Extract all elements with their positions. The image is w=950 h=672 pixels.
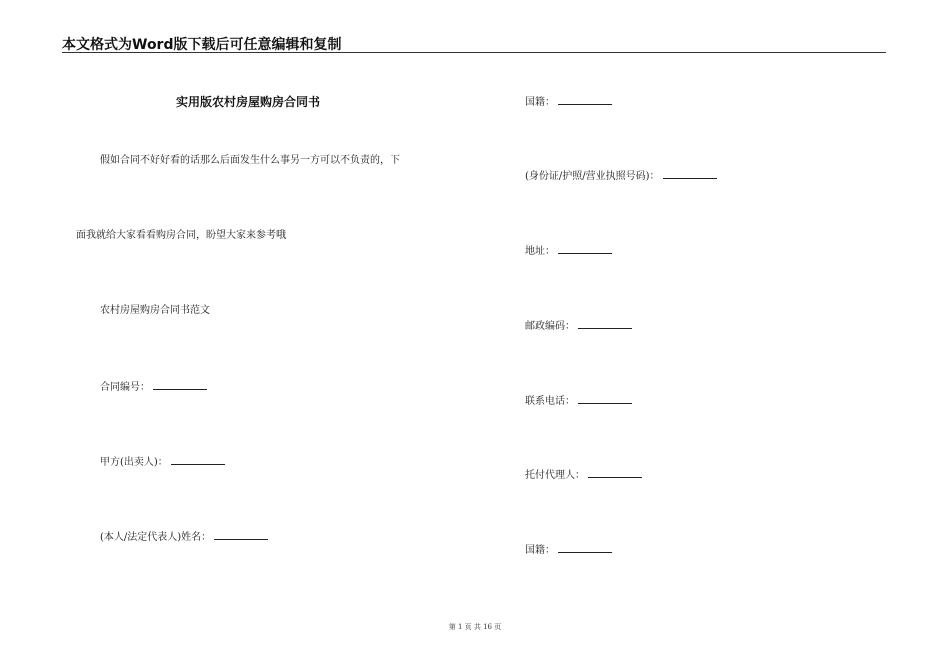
nationality-field-1 <box>525 95 612 109</box>
postal-code-field <box>525 319 632 333</box>
postal-code-label: 邮政编码： <box>525 321 575 332</box>
party-a-label: 甲方(出卖人)： <box>100 457 168 468</box>
contract-number-label: 合同编号： <box>100 382 150 393</box>
address-blank <box>558 244 612 254</box>
id-number-label: (身份证/护照/营业执照号码)： <box>525 171 660 182</box>
address-label: 地址： <box>525 246 555 257</box>
intro-line-1: 假如合同不好好看的话那么后面发生什么事另一方可以不负责的，下 <box>100 155 400 166</box>
party-a-field <box>100 455 225 469</box>
name-field <box>100 530 268 544</box>
name-label: (本人/法定代表人)姓名： <box>100 532 212 543</box>
intro-line-2: 面我就给大家看看购房合同，盼望大家来参考哦 <box>76 230 286 241</box>
id-number-blank <box>663 169 717 179</box>
sample-title: 农村房屋购房合同书范文 <box>100 305 210 316</box>
agent-label: 托付代理人： <box>525 470 585 481</box>
document-title: 实用版农村房屋购房合同书 <box>176 95 321 109</box>
page-footer: 第 1 页 共 16 页 <box>448 623 502 631</box>
postal-code-blank <box>578 319 632 329</box>
party-a-blank <box>171 455 225 465</box>
contract-number-field <box>100 380 207 394</box>
header-text: 本文格式为Word版下载后可任意编辑和复制 <box>62 37 342 53</box>
phone-field <box>525 394 632 408</box>
phone-blank <box>578 394 632 404</box>
address-field <box>525 244 612 258</box>
nationality-blank-1 <box>558 95 612 105</box>
nationality-label-1: 国籍： <box>525 97 555 108</box>
nationality-blank-2 <box>558 543 612 553</box>
phone-label: 联系电话： <box>525 396 575 407</box>
document-header <box>62 32 886 53</box>
nationality-field-2 <box>525 543 612 557</box>
agent-blank <box>588 468 642 478</box>
agent-field <box>525 468 642 482</box>
id-number-field <box>525 169 717 183</box>
name-blank <box>214 530 268 540</box>
contract-number-blank <box>153 380 207 390</box>
nationality-label-2: 国籍： <box>525 545 555 556</box>
